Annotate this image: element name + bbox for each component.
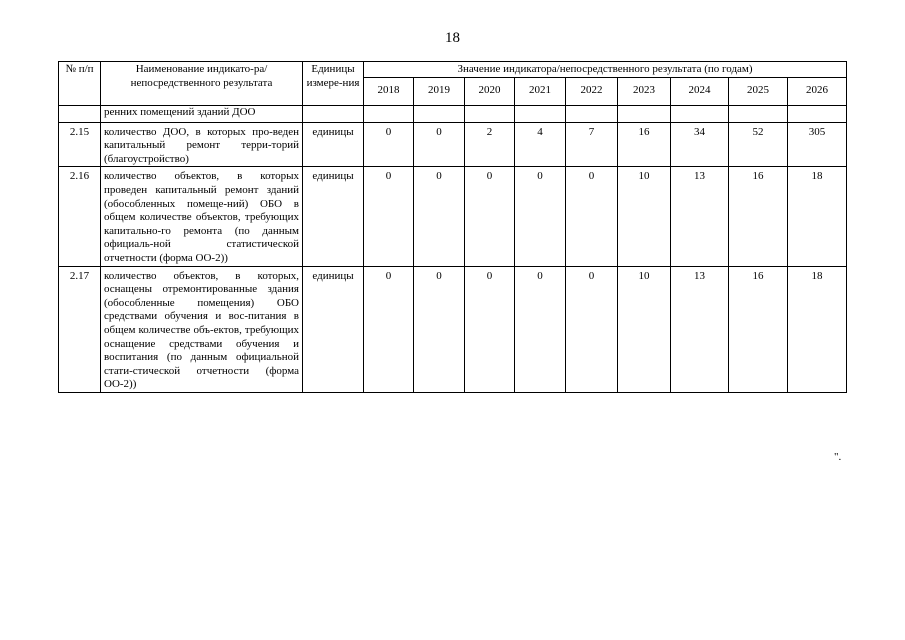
cell-value: 0 [566,167,618,266]
cell-value: 0 [465,266,515,392]
cell-value: 16 [618,122,671,167]
table-row [59,266,847,392]
cell-value [515,105,566,122]
header-year: 2020 [465,77,515,105]
cell-value [671,105,729,122]
cell-value: 16 [729,266,788,392]
cell-value [465,105,515,122]
cell-value: 13 [671,167,729,266]
table-body [59,105,847,392]
header-name: Наименование индикато-ра/непосредственного результата [101,62,303,106]
page-number: 18 [445,30,460,46]
header-year: 2018 [364,77,414,105]
closing-quote-mark: ". [834,451,842,463]
header-year: 2022 [566,77,618,105]
header-year: 2019 [414,77,465,105]
cell-num: 2.17 [59,266,101,392]
cell-value: 0 [515,167,566,266]
header-values-group: Значение индикатора/непосредственного результата (по годам) [364,62,847,78]
cell-value: 0 [515,266,566,392]
header-year: 2026 [788,77,847,105]
cell-value: 13 [671,266,729,392]
cell-value [788,105,847,122]
cell-num: 2.15 [59,122,101,167]
cell-value: 0 [364,167,414,266]
cell-value: 0 [414,167,465,266]
cell-value: 34 [671,122,729,167]
cell-unit: единицы [303,167,364,266]
cell-value: 52 [729,122,788,167]
cell-unit [303,105,364,122]
indicator-table [58,61,847,393]
cell-value: 0 [414,266,465,392]
cell-value: 0 [465,167,515,266]
header-unit: Единицы измере-ния [303,62,364,106]
cell-value [364,105,414,122]
cell-value: 0 [566,266,618,392]
cell-value: 0 [364,122,414,167]
cell-value: 305 [788,122,847,167]
cell-name: количество ДОО, в которых про-веден капитальный ремонт терри-торий (благоустройство) [101,122,303,167]
cell-value [729,105,788,122]
cell-name: количество объектов, в которых проведен капитальный ремонт зданий (обособленных помеще-ний) ОБО в общем количестве объектов, требующих капитально-го ремонта (по данным официаль-ной статистической отчетности (форма ОО-2)) [101,167,303,266]
cell-value: 7 [566,122,618,167]
table-row [59,122,847,167]
table-header [59,62,847,106]
header-year: 2024 [671,77,729,105]
cell-value: 10 [618,167,671,266]
cell-value [618,105,671,122]
cell-value [414,105,465,122]
header-year: 2023 [618,77,671,105]
cell-value: 0 [364,266,414,392]
cell-unit: единицы [303,266,364,392]
table-row [59,167,847,266]
table-row-continuation [59,105,847,122]
cell-num [59,105,101,122]
cell-value: 16 [729,167,788,266]
header-year: 2025 [729,77,788,105]
cell-num: 2.16 [59,167,101,266]
cell-value [566,105,618,122]
cell-unit: единицы [303,122,364,167]
cell-name: ренних помещений зданий ДОО [101,105,303,122]
cell-value: 10 [618,266,671,392]
cell-value: 2 [465,122,515,167]
cell-value: 18 [788,167,847,266]
header-year: 2021 [515,77,566,105]
cell-value: 0 [414,122,465,167]
cell-value: 18 [788,266,847,392]
header-num: № п/п [59,62,101,106]
cell-name: количество объектов, в которых, оснащены отремонтированные здания (обособленные помещения) ОБО средствами обучения и вос-питания в общем количестве объ-ектов, требующих оснащение средствами обучения и воспитания (по данным официальной стати-стической отчетности (форма ОО-2)) [101,266,303,392]
cell-value: 4 [515,122,566,167]
header-row-group [59,62,847,78]
